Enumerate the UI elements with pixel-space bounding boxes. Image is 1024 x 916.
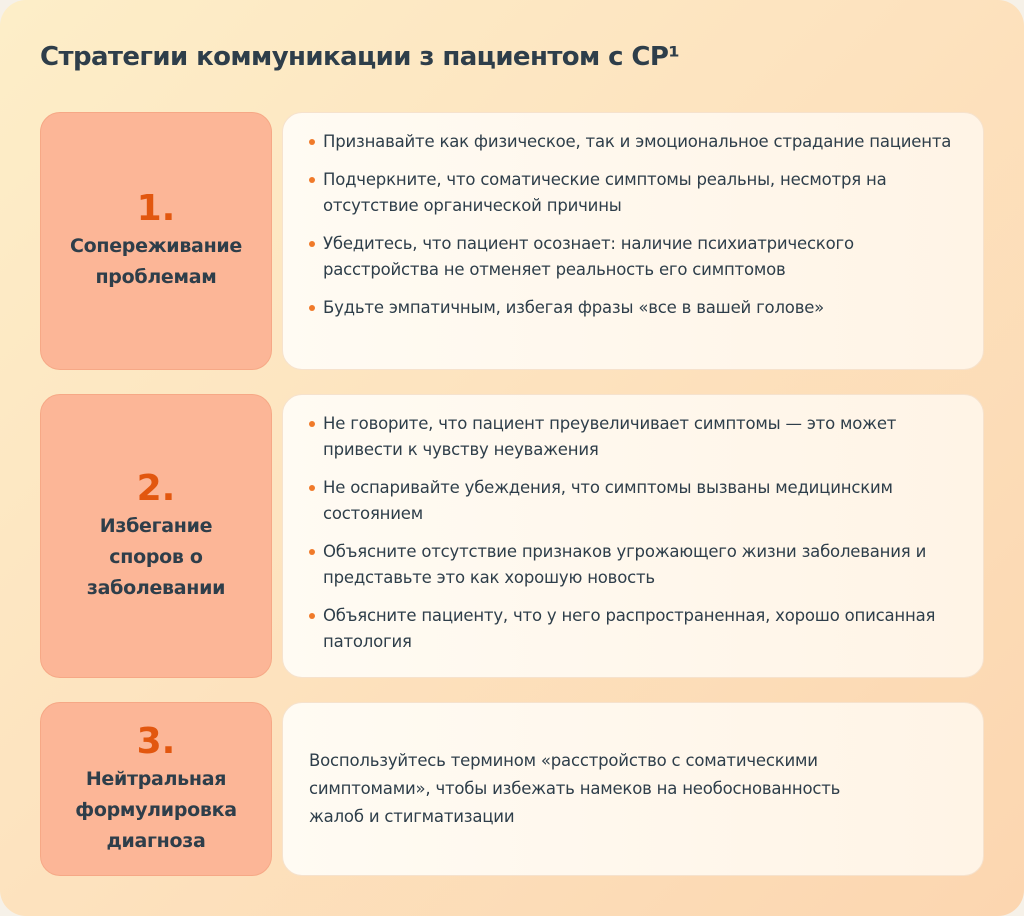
bullet-item: Будьте эмпатичным, избегая фразы «все в вашей голове» <box>309 295 963 321</box>
bullet-dot-icon <box>309 613 315 619</box>
section-1 <box>40 112 984 370</box>
bullet-item: Подчеркните, что соматические симптомы реальны, несмотря на отсутствие органической причины <box>309 167 963 219</box>
section-3-text: Воспользуйтесь термином «расстройство с соматическими симптомами», чтобы избежать намеков на необоснованность жалоб и стигматизации <box>309 751 841 826</box>
section-3-number: 3. <box>136 720 176 762</box>
section-1-label: Сопереживание проблемам <box>70 235 242 288</box>
section-1-label-box <box>40 112 272 370</box>
section-1-bullet-list <box>309 129 963 321</box>
section-3-label-box <box>40 702 272 876</box>
section-2-label: Избегание споров о заболевании <box>86 514 226 599</box>
bullet-dot-icon <box>309 421 315 427</box>
section-3-label: Нейтральная формулировка диагноза <box>75 767 237 852</box>
bullet-dot-icon <box>309 305 315 311</box>
section-1-content <box>282 112 984 370</box>
section-2-bullet-list <box>309 411 963 655</box>
section-2-content <box>282 394 984 678</box>
section-1-number: 1. <box>136 188 176 229</box>
section-2-label-box <box>40 394 272 678</box>
bullet-dot-icon <box>309 485 315 491</box>
bullet-dot-icon <box>309 139 315 145</box>
bullet-item: Убедитесь, что пациент осознает: наличие психиатрического расстройства не отменяет реальность его симптомов <box>309 231 963 283</box>
bullet-item: Не говорите, что пациент преувеличивает симптомы — это может привести к чувству неуважения <box>309 411 963 463</box>
section-2-number: 2. <box>136 467 176 509</box>
section-3-content <box>282 702 984 876</box>
bullet-item: Объясните пациенту, что у него распространенная, хорошо описанная патология <box>309 603 963 655</box>
bullet-dot-icon <box>309 241 315 247</box>
bullet-item: Не оспаривайте убеждения, что симптомы вызваны медицинским состоянием <box>309 475 963 527</box>
bullet-dot-icon <box>309 549 315 555</box>
bullet-item: Признавайте как физическое, так и эмоциональное страдание пациента <box>309 129 963 155</box>
bullet-item: Объясните отсутствие признаков угрожающего жизни заболевания и представьте это как хорошую новость <box>309 539 963 591</box>
section-2 <box>40 394 984 678</box>
page-title: Стратегии коммуникации з пациентом с СР¹ <box>40 42 680 72</box>
bullet-dot-icon <box>309 177 315 183</box>
section-3 <box>40 702 984 876</box>
